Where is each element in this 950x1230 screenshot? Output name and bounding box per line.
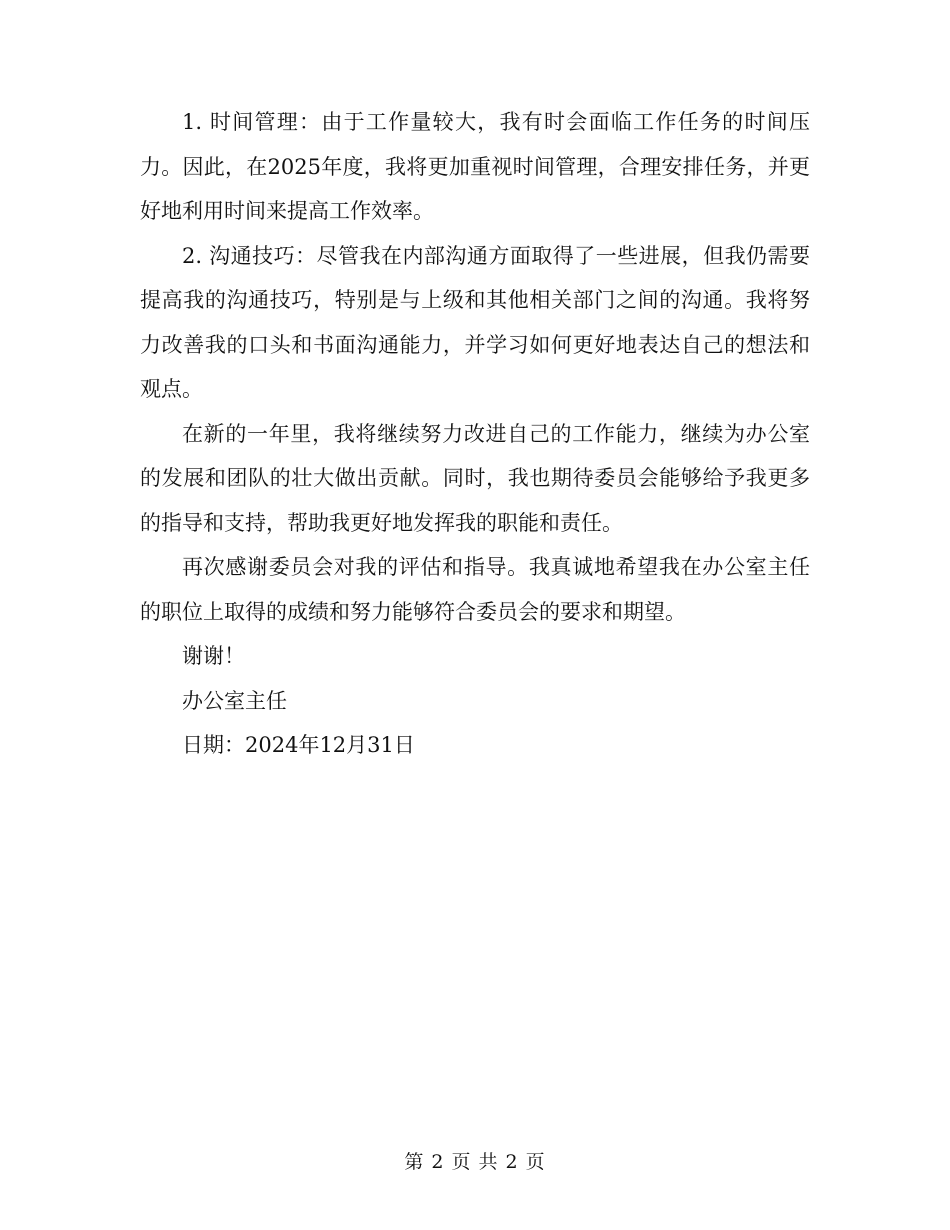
document-body xyxy=(140,100,810,768)
paragraph-time-management: 1. 时间管理：由于工作量较大，我有时会面临工作任务的时间压力。因此，在2025年度，我将更加重视时间管理，合理安排任务，并更好地利用时间来提高工作效率。 xyxy=(140,110,810,223)
closing-line: 谢谢！ xyxy=(182,644,245,668)
date-line: 日期：2024年12月31日 xyxy=(182,733,415,757)
paragraph-thanks: 再次感谢委员会对我的评估和指导。我真诚地希望我在办公室主任的职位上取得的成绩和努力能够符合委员会的要求和期望。 xyxy=(140,555,810,624)
signature-line: 办公室主任 xyxy=(182,688,287,713)
paragraph-communication-skills: 2. 沟通技巧：尽管我在内部沟通方面取得了一些进展，但我仍需要提高我的沟通技巧，特别是与上级和其他相关部门之间的沟通。我将努力改善我的口头和书面沟通能力，并学习如何更好地表达自己的想法和观点。 xyxy=(140,243,810,401)
paragraph-new-year-outlook: 在新的一年里，我将继续努力改进自己的工作能力，继续为办公室的发展和团队的壮大做出贡献。同时，我也期待委员会能够给予我更多的指导和支持，帮助我更好地发挥我的职能和责任。 xyxy=(140,421,810,535)
page-footer: 第 2 页 共 2 页 xyxy=(404,1151,546,1173)
